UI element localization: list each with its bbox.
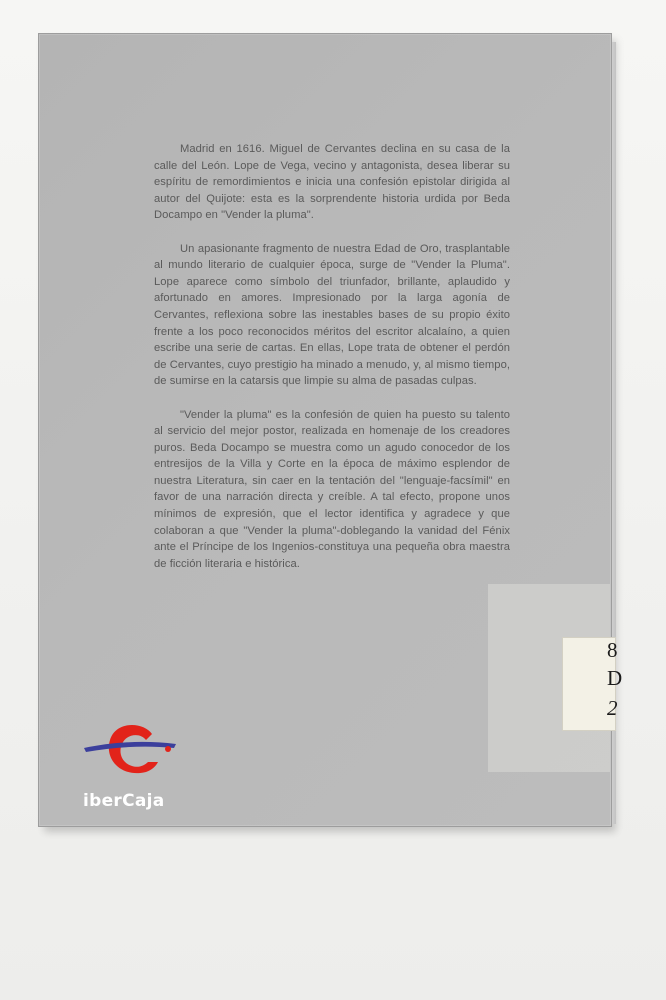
ibercaja-e-logo-icon xyxy=(82,718,178,780)
call-label-line-3: 2 xyxy=(607,696,618,720)
blurb-paragraph-1: Madrid en 1616. Miguel de Cervantes declina en su casa de la calle del León. Lope de Vega, vecino y antagonista, desea liberar su espíritu de remordimientos e inicia una confesión epistolar dirigida al autor del Quijote: esta es la sorprendente historia urdida por Beda Docampo en "Vender la pluma". xyxy=(154,143,510,222)
call-label-line-1: 8 xyxy=(607,638,618,662)
library-call-label xyxy=(562,637,623,731)
blurb-paragraph-2: Un apasionante fragmento de nuestra Edad de Oro, trasplantable al mundo literario de cualquier época, surge de "Vender la Pluma". Lope aparece como símbolo del triunfador, brillante, aplaudido y afortunado en amores. Impresionado por la larga agonía de Cervantes, reflexiona sobre las inestables bases de su propio éxito frente a los poco reconocidos méritos del escritor alcalaíno, a quien escribe una serie de cartas. En ellas, Lope trata de obtener el perdón de Cervantes, cuyo prestigio ha minado a menudo, y, al mismo tiempo, de sumirse en la catarsis que limpie su alma de pasadas culpas. xyxy=(154,242,510,388)
blurb-paragraph-3: "Vender la pluma" es la confesión de quien ha puesto su talento al servicio del mejor postor, realizada en homenaje de los creadores puros. Beda Docampo se muestra como un agudo conocedor de los entresijos de la Villa y Corte en la época de máximo esplendor de nuestra Literatura, sin caer en la tentación del "lenguaje-facsímil" en favor de una narración directa y creíble. A tal efecto, propone unos mínimos de expresión, que el lector identifica y agradece y que colaboran a que "Vender la pluma"-doblegando la vanidad del Fénix ante el Príncipe de los Ingenios-constituya una pequeña obra maestra de ficción literaria e histórica. xyxy=(154,408,510,570)
call-label-line-2: D xyxy=(607,666,623,690)
ibercaja-wordmark: iberCaja xyxy=(83,791,165,811)
back-cover-blurb xyxy=(154,141,510,589)
